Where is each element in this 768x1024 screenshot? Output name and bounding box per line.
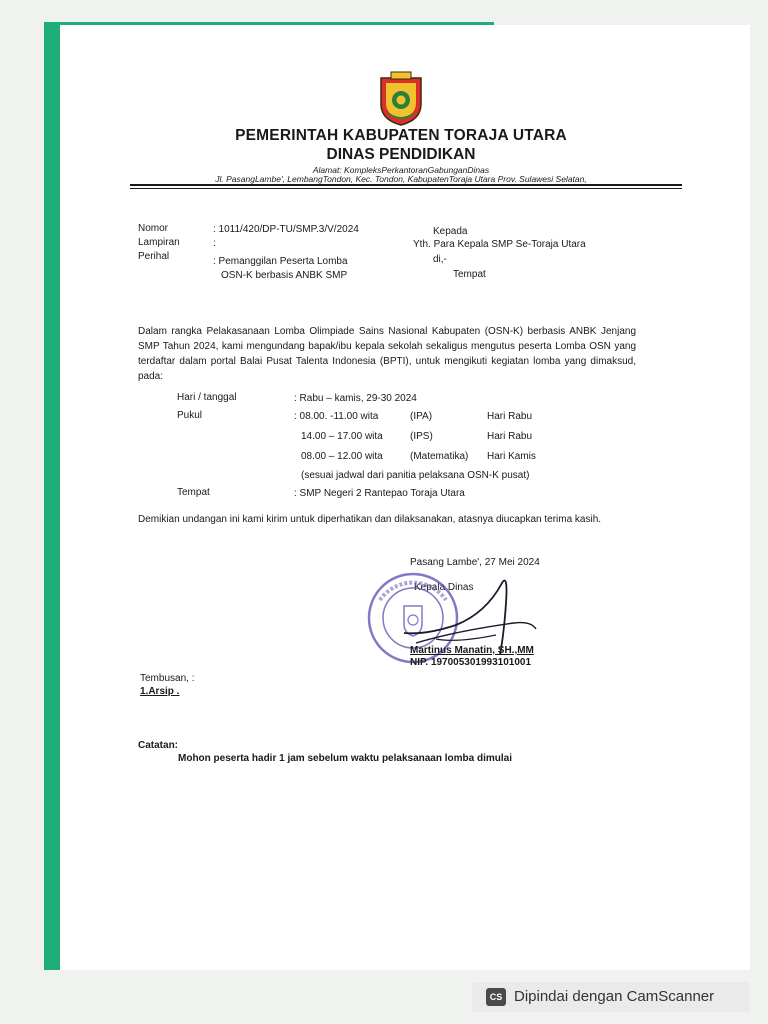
- government-title: PEMERINTAH KABUPATEN TORAJA UTARA: [235, 127, 567, 144]
- pukul-label: Pukul: [177, 410, 203, 421]
- signer-name: Martinus Manatin, SH.,MM: [410, 645, 534, 656]
- agency-title: DINAS PENDIDIKAN: [326, 146, 476, 163]
- scan-edge-strip: [44, 22, 60, 970]
- addressee-kepada: Kepada: [433, 226, 468, 237]
- addressee-di: di,-: [433, 254, 447, 265]
- letterhead-rule-thick: [130, 184, 682, 186]
- hari-label: Hari / tanggal: [177, 392, 237, 403]
- perihal-value-line-1: : Pemanggilan Peserta Lomba: [213, 256, 348, 267]
- schedule-note: (sesuai jadwal dari panitia pelaksana OSN-K pusat): [301, 470, 530, 481]
- session-subject: (IPS): [410, 431, 433, 442]
- tembusan-label: Tembusan, :: [140, 673, 195, 684]
- tempat-value: : SMP Negeri 2 Rantepao Toraja Utara: [294, 488, 465, 499]
- session-day: Hari Rabu: [487, 431, 533, 442]
- letterhead-rule-thin: [130, 188, 682, 189]
- session-day: Hari Kamis: [487, 451, 536, 462]
- body-paragraph: Dalam rangka Pelakasanaan Lomba Olimpiade Sains Nasional Kabupaten (OSN-K) berbasis ANBK Jenjang SMP Tahun 2024, kami mengundang bapak/ibu kepala sekolah sekaligus mengutus peserta Lomba OSN yang terdaftar dalam portal Balai Pusat Talenta Indonesia (BPTI), untuk mengikuti kegiatan lomba yang dimaksud, pada:: [138, 326, 636, 382]
- closing-sentence: Demikian undangan ini kami kirim untuk diperhatikan dan dilaksanakan, atasnya diucapkan terima kasih.: [138, 514, 602, 525]
- lampiran-label: Lampiran: [138, 237, 180, 248]
- perihal-label: Perihal: [138, 251, 170, 262]
- regency-crest-icon: [377, 70, 425, 126]
- address-line-1: Alamat: KompleksPerkantoranGabunganDinas: [312, 165, 490, 175]
- address-line-2: Jl. PasangLambe', LembangTondon, Kec. Tondon, KabupatenToraja Utara Prov. Sulawesi Selatan,: [215, 174, 587, 184]
- addressee-yth: Yth. Para Kepala SMP Se-Toraja Utara: [413, 239, 586, 250]
- nomor-label: Nomor: [138, 223, 169, 234]
- session-time: 14.00 – 17.00 wita: [301, 431, 383, 442]
- session-time: : 08.00. -11.00 wita: [294, 411, 379, 422]
- session-subject: (IPA): [410, 411, 433, 422]
- camscanner-logo-icon: CS: [486, 988, 506, 1006]
- addressee-tempat: Tempat: [453, 269, 486, 280]
- tembusan-item: 1.Arsip .: [140, 686, 180, 697]
- tempat-label: Tempat: [177, 487, 210, 498]
- catatan-label: Catatan:: [138, 740, 179, 751]
- hari-value: : Rabu – kamis, 29-30 2024: [294, 393, 417, 404]
- lampiran-value: :: [213, 238, 216, 249]
- session-day: Hari Rabu: [487, 411, 533, 422]
- signer-nip: NIP. 197005301993101001: [410, 657, 532, 668]
- session-time: 08.00 – 12.00 wita: [301, 451, 383, 462]
- session-subject: (Matematika): [410, 451, 469, 462]
- signer-position: Kepala Dinas: [414, 582, 474, 593]
- camscanner-text: Dipindai dengan CamScanner: [514, 988, 715, 1005]
- catatan-text: Mohon peserta hadir 1 jam sebelum waktu pelaksanaan lomba dimulai: [178, 753, 512, 764]
- perihal-value-line-2: OSN-K berbasis ANBK SMP: [221, 270, 348, 281]
- place-date: Pasang Lambe', 27 Mei 2024: [410, 557, 540, 568]
- nomor-value: : 1011/420/DP-TU/SMP.3/V/2024: [213, 224, 359, 235]
